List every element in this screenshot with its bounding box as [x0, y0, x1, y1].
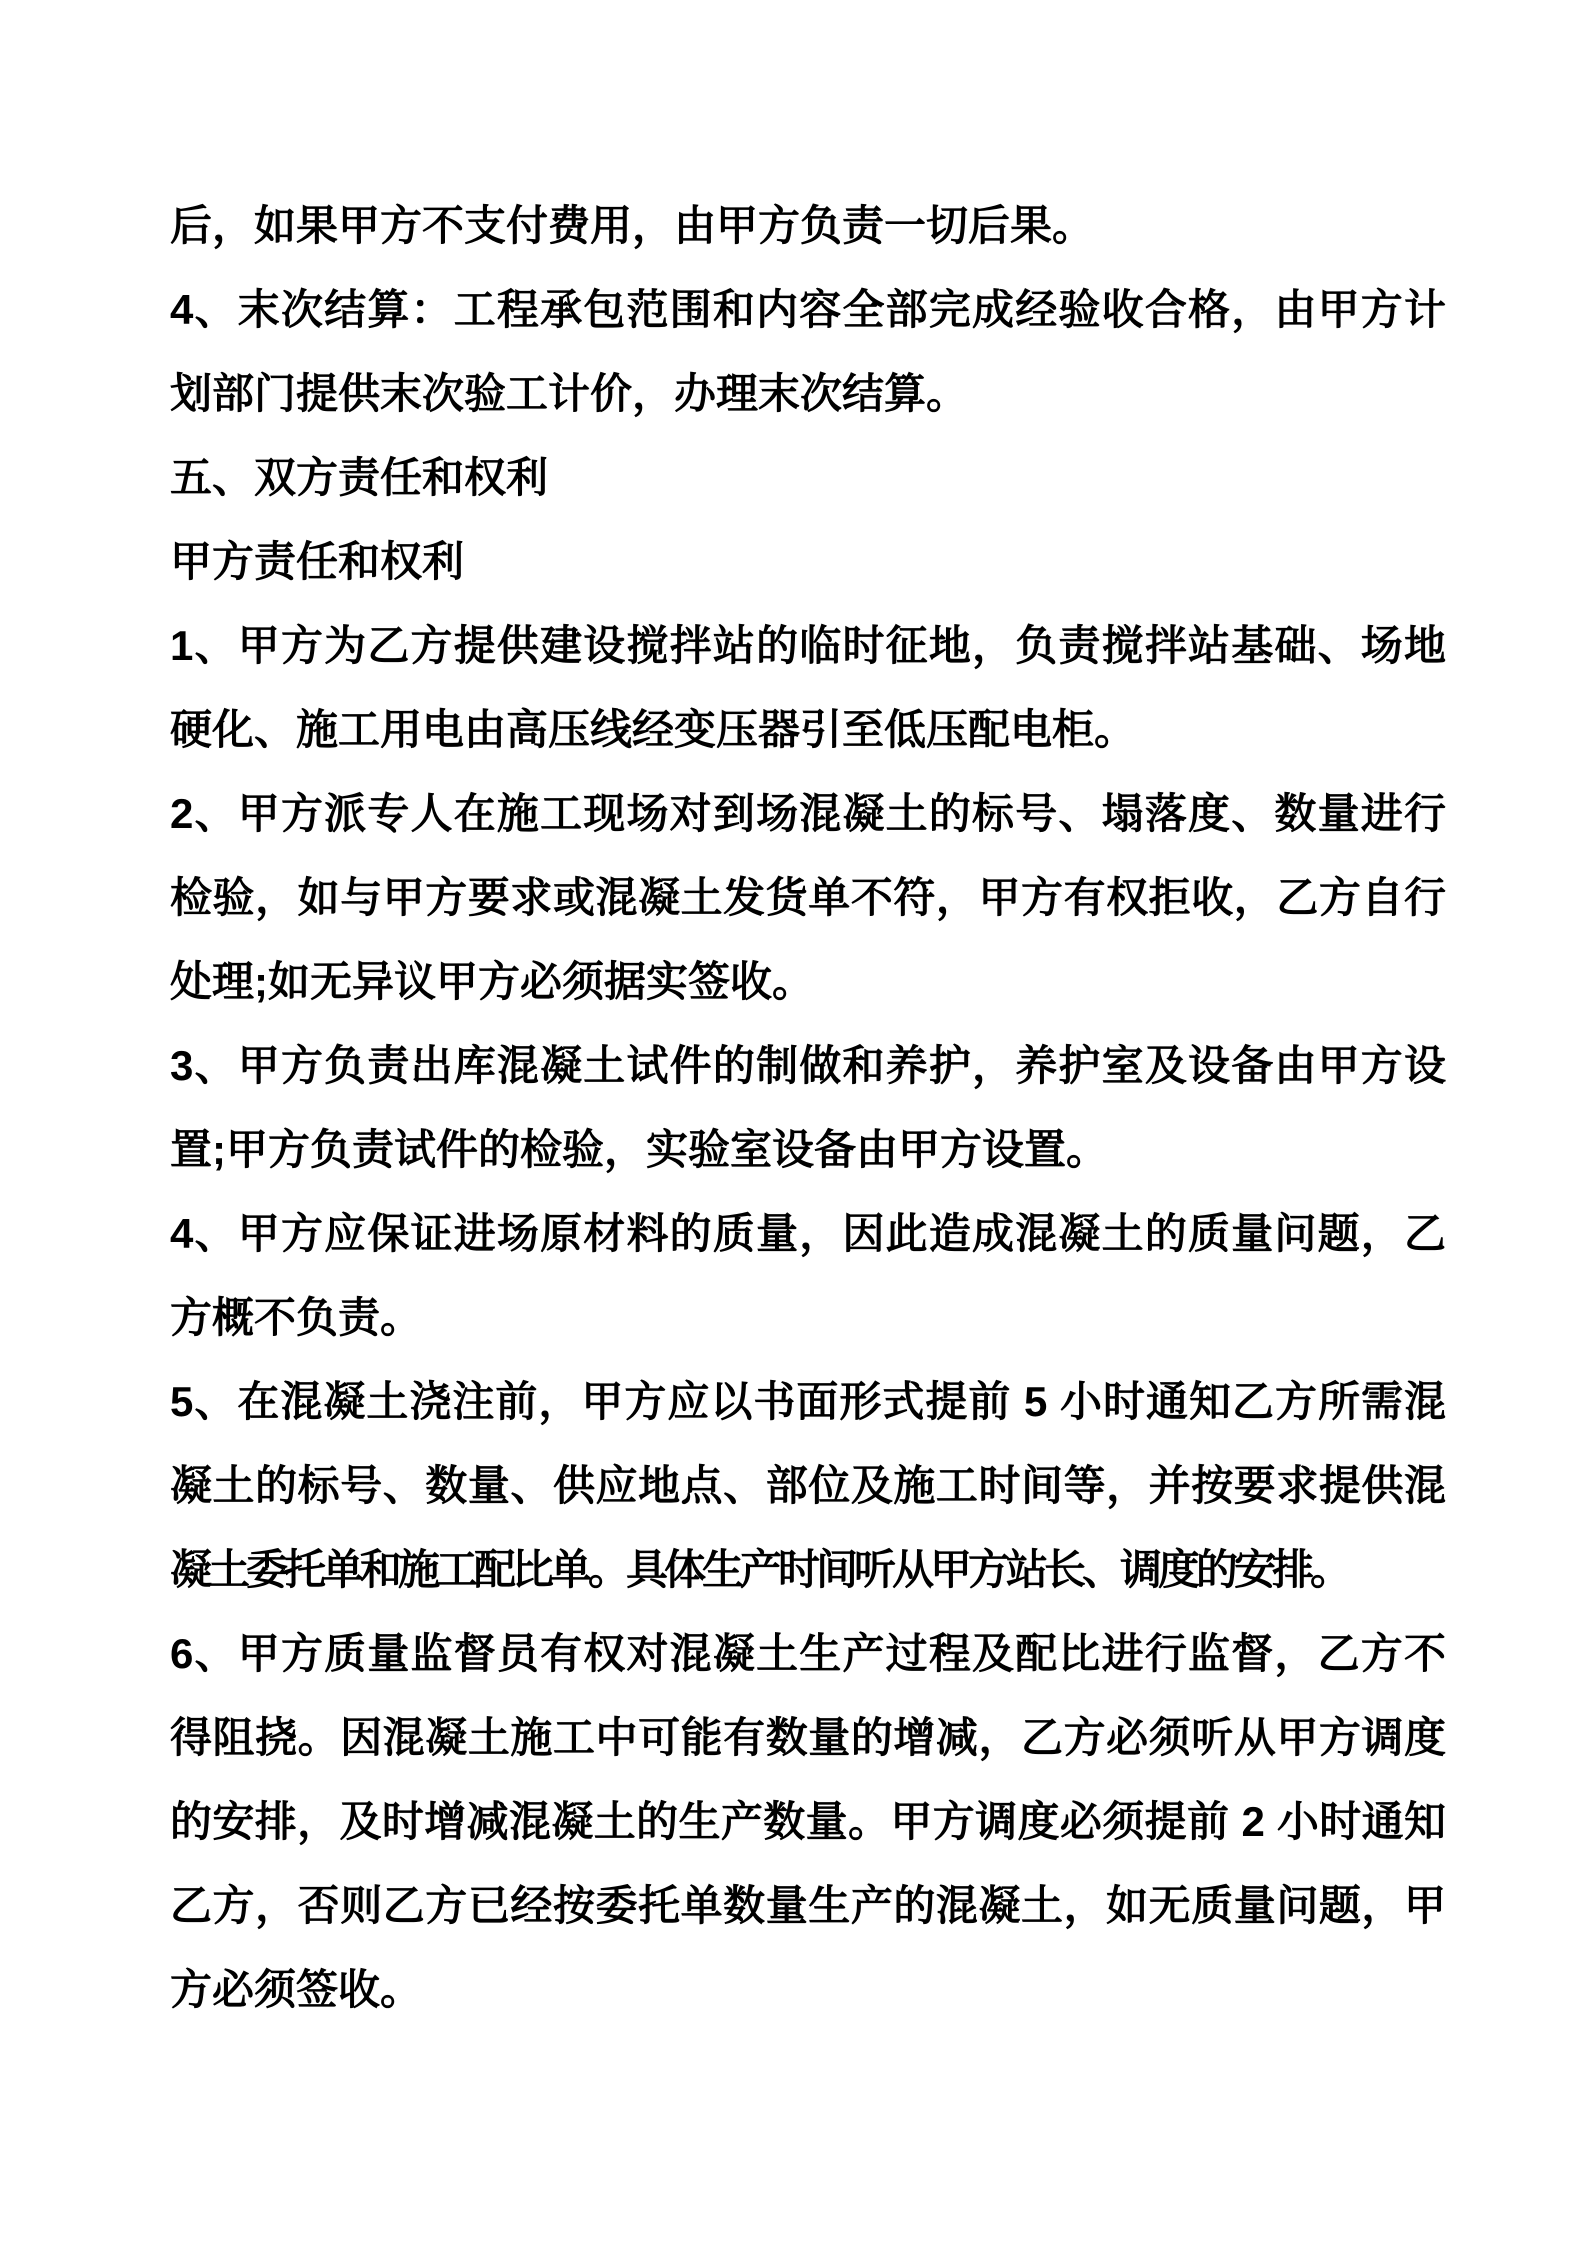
text-line: 凝土委托单和施工配比单。具体生产时间听从甲方站长、调度的安排。 — [170, 1546, 1349, 1593]
text-line: 检验，如与甲方要求或混凝土发货单不符，甲方有权拒收，乙方自行 — [170, 874, 1446, 921]
text-line: 4、末次结算：工程承包范围和内容全部完成经验收合格，由甲方计 — [170, 286, 1446, 333]
text-line: 4、甲方应保证进场原材料的质量，因此造成混凝土的质量问题，乙 — [170, 1210, 1446, 1257]
text-line: 3、甲方负责出库混凝土试件的制做和养护，养护室及设备由甲方设 — [170, 1042, 1446, 1089]
text-line: 1、甲方为乙方提供建设搅拌站的临时征地，负责搅拌站基础、场地 — [170, 622, 1446, 669]
text-line: 后，如果甲方不支付费用，由甲方负责一切后果。 — [170, 202, 1095, 249]
text-line: 甲方责任和权利 — [170, 538, 465, 585]
contract-text-block — [170, 184, 1446, 2032]
text-line: 得阻挠。因混凝土施工中可能有数量的增减，乙方必须听从甲方调度 — [170, 1714, 1446, 1761]
text-line: 6、甲方质量监督员有权对混凝土生产过程及配比进行监督，乙方不 — [170, 1630, 1446, 1677]
text-line: 的安排，及时增减混凝土的生产数量。甲方调度必须提前 2 小时通知 — [170, 1798, 1446, 1845]
text-line: 处理;如无异议甲方必须据实签收。 — [170, 958, 814, 1005]
text-line: 乙方，否则乙方已经按委托单数量生产的混凝土，如无质量问题，甲 — [170, 1882, 1446, 1929]
text-line: 凝土的标号、数量、供应地点、部位及施工时间等，并按要求提供混 — [170, 1462, 1446, 1509]
text-line: 五、双方责任和权利 — [170, 454, 549, 501]
text-line: 方概不负责。 — [170, 1294, 423, 1341]
text-line: 5、在混凝土浇注前，甲方应以书面形式提前 5 小时通知乙方所需混 — [170, 1378, 1446, 1425]
text-line: 置;甲方负责试件的检验，实验室设备由甲方设置。 — [170, 1126, 1108, 1173]
text-line: 划部门提供末次验工计价，办理末次结算。 — [170, 370, 969, 417]
text-line: 2、甲方派专人在施工现场对到场混凝土的标号、塌落度、数量进行 — [170, 790, 1446, 837]
text-line: 硬化、施工用电由高压线经变压器引至低压配电柜。 — [170, 706, 1137, 753]
text-line: 方必须签收。 — [170, 1966, 423, 2013]
